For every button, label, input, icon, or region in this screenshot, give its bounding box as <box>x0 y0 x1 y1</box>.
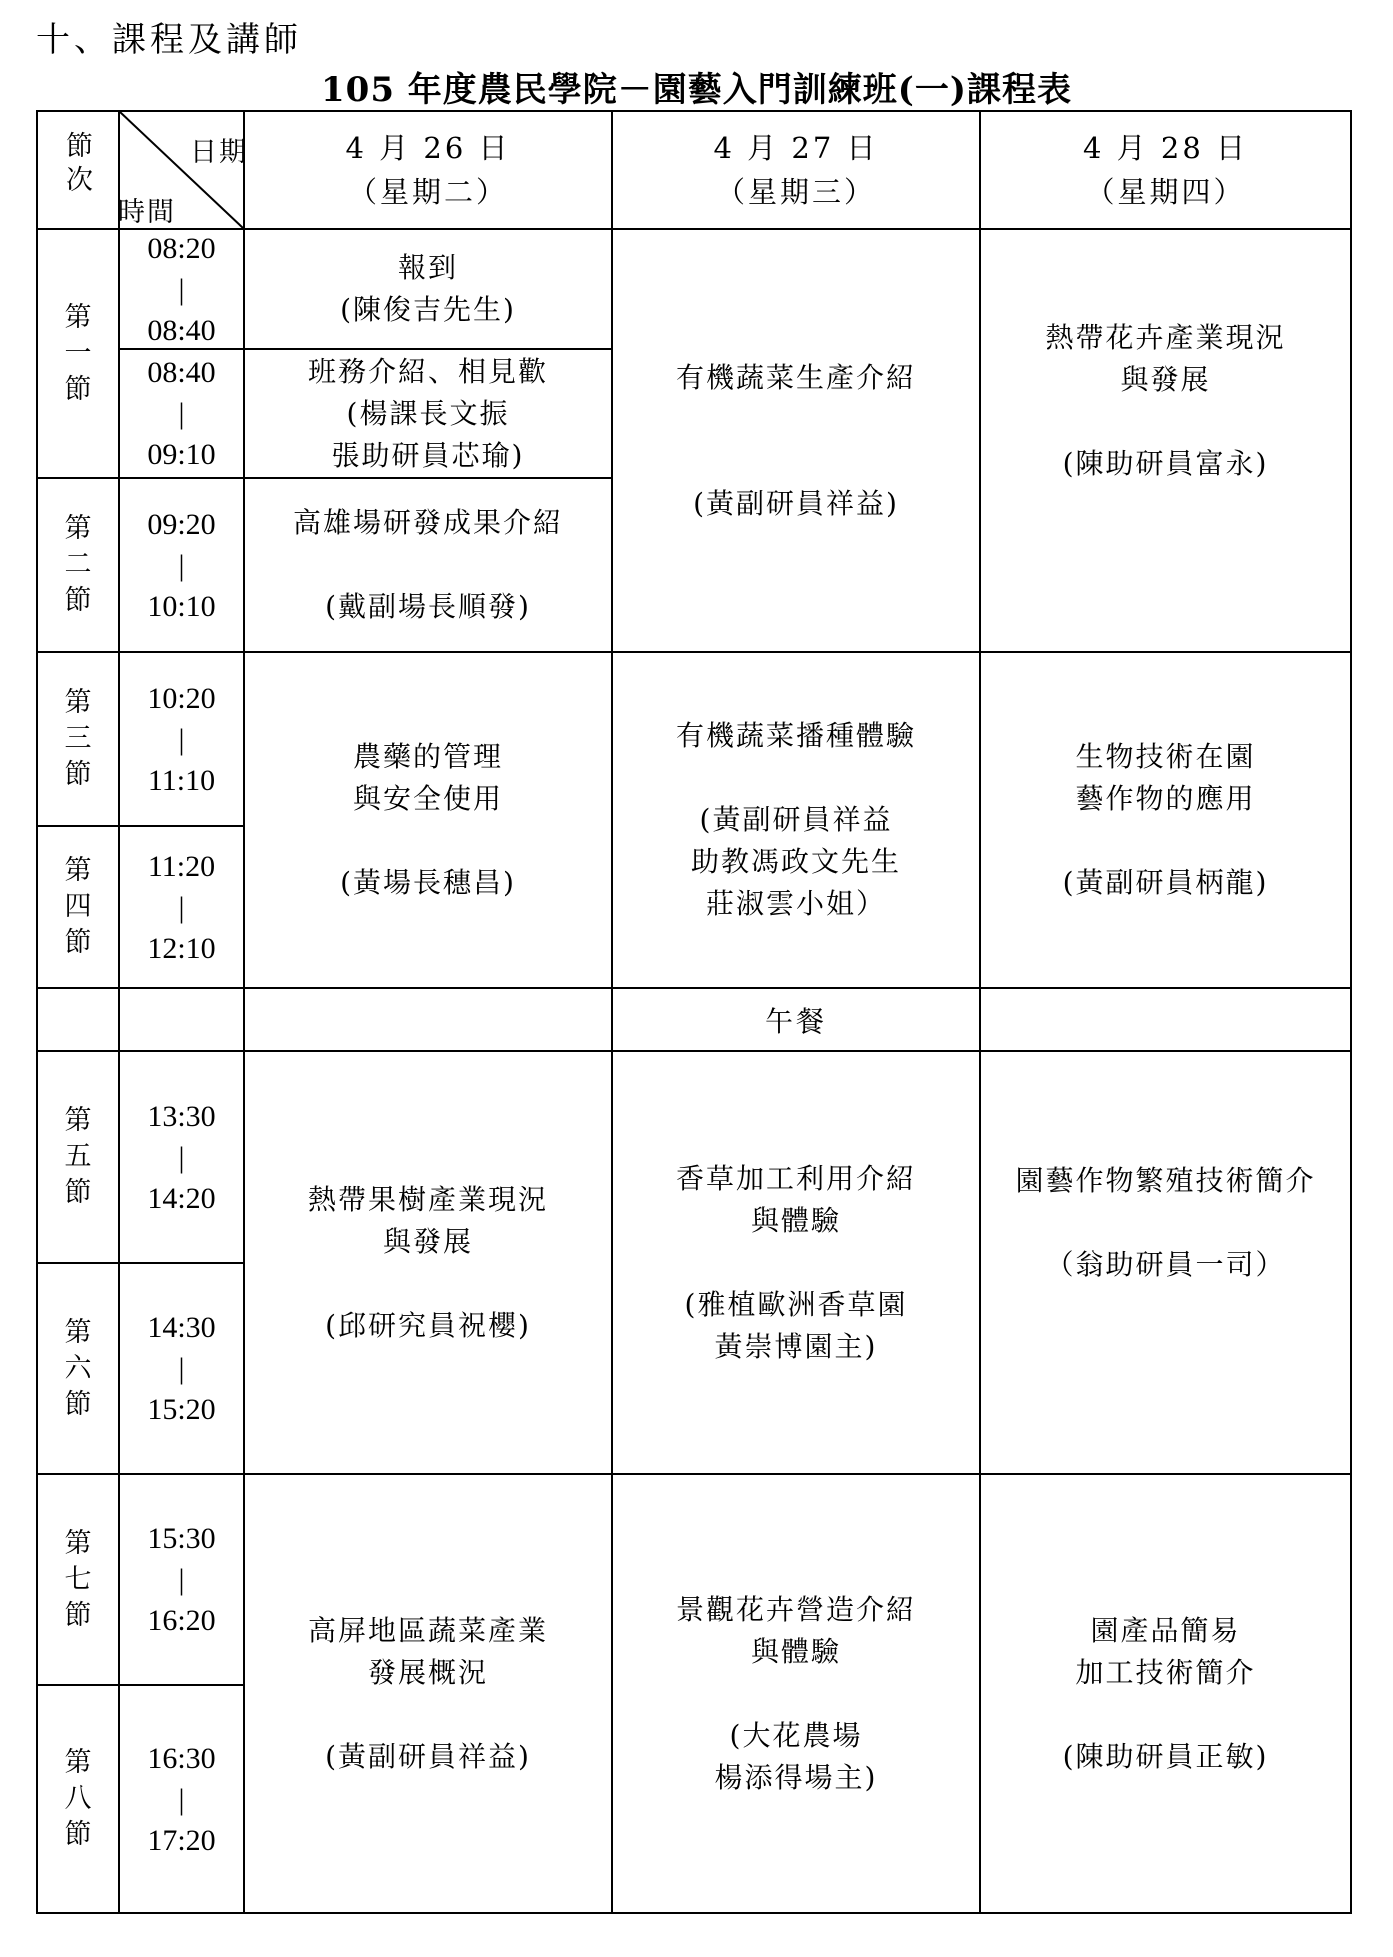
section-heading: 十、課程及講師 <box>36 20 302 60</box>
table-border-bottom <box>36 1912 1352 1914</box>
period-label: 第 二 節 <box>64 513 92 616</box>
course-cell: 熱帶花卉產業現況 與發展 (陳助研員富永) <box>1045 320 1286 480</box>
course-cell: 有機蔬菜生產介紹 (黃副研員祥益) <box>675 360 916 520</box>
course-cell: 高雄場研發成果介紹 (戴副場長順發) <box>292 506 563 623</box>
schedule-title: 105 年度農民學院－園藝入門訓練班(一)課程表 <box>321 70 1072 110</box>
time-slot: 08:20 | 08:40 <box>147 231 216 347</box>
time-slot: 10:20 | 11:10 <box>147 681 216 797</box>
header-date: 日期 <box>190 137 248 168</box>
course-cell: 有機蔬菜播種體驗 (黃副研員祥益 助教馮政文先生 莊淑雲小姐） <box>675 719 916 920</box>
time-slot: 09:20 | 10:10 <box>147 507 216 623</box>
day-date: 4 月 27 日 <box>713 131 879 165</box>
table-border-right <box>1350 110 1352 1914</box>
course-cell: 農藥的管理 與安全使用 (黃場長穗昌) <box>340 740 516 899</box>
day-date: 4 月 26 日 <box>345 131 511 165</box>
lunch-row: 午餐 <box>764 1004 827 1038</box>
header-period: 節 次 <box>66 131 93 196</box>
day-header <box>613 112 979 228</box>
period-label: 第 七 節 <box>64 1527 92 1631</box>
time-slot: 13:30 | 14:20 <box>147 1099 216 1215</box>
day-header <box>981 112 1350 228</box>
period-label: 第 八 節 <box>64 1747 92 1850</box>
course-cell: 熱帶果樹產業現況 與發展 (邱研究員祝櫻) <box>307 1182 548 1342</box>
time-slot: 15:30 | 16:20 <box>147 1522 216 1637</box>
course-cell: 班務介紹、相見歡 (楊課長文振 張助研員芯瑜) <box>307 354 548 472</box>
time-slot: 08:40 | 09:10 <box>147 356 216 471</box>
period-label: 第 四 節 <box>64 855 92 958</box>
course-cell: 生物技術在園 藝作物的應用 (黃副研員柄龍) <box>1062 740 1269 899</box>
day-weekday: （星期二） <box>347 175 508 209</box>
period-label: 第 一 節 <box>64 301 92 405</box>
period-label: 第 三 節 <box>64 687 92 790</box>
day-weekday: （星期四） <box>1085 175 1246 209</box>
time-slot: 16:30 | 17:20 <box>147 1741 216 1857</box>
day-weekday: （星期三） <box>715 175 876 209</box>
course-cell: 香草加工利用介紹 與體驗 (雅植歐洲香草園 黃崇博園主) <box>675 1161 916 1363</box>
header-time: 時間 <box>118 197 176 228</box>
course-cell: 報到 (陳俊吉先生) <box>340 251 516 326</box>
day-date: 4 月 28 日 <box>1082 131 1248 165</box>
course-cell: 園產品簡易 加工技術簡介 (陳助研員正敏) <box>1062 1613 1269 1773</box>
day-header <box>245 112 611 228</box>
time-slot: 14:30 | 15:20 <box>147 1311 216 1426</box>
course-cell: 景觀花卉營造介紹 與體驗 (大花農場 楊添得場主) <box>675 1592 916 1794</box>
course-cell: 園藝作物繁殖技術簡介 （翁助研員一司） <box>1015 1163 1316 1281</box>
period-label: 第 五 節 <box>64 1105 92 1208</box>
time-slot: 11:20 | 12:10 <box>147 849 216 965</box>
period-label: 第 六 節 <box>64 1316 92 1420</box>
course-cell: 高屏地區蔬菜產業 發展概況 (黃副研員祥益) <box>307 1613 548 1773</box>
